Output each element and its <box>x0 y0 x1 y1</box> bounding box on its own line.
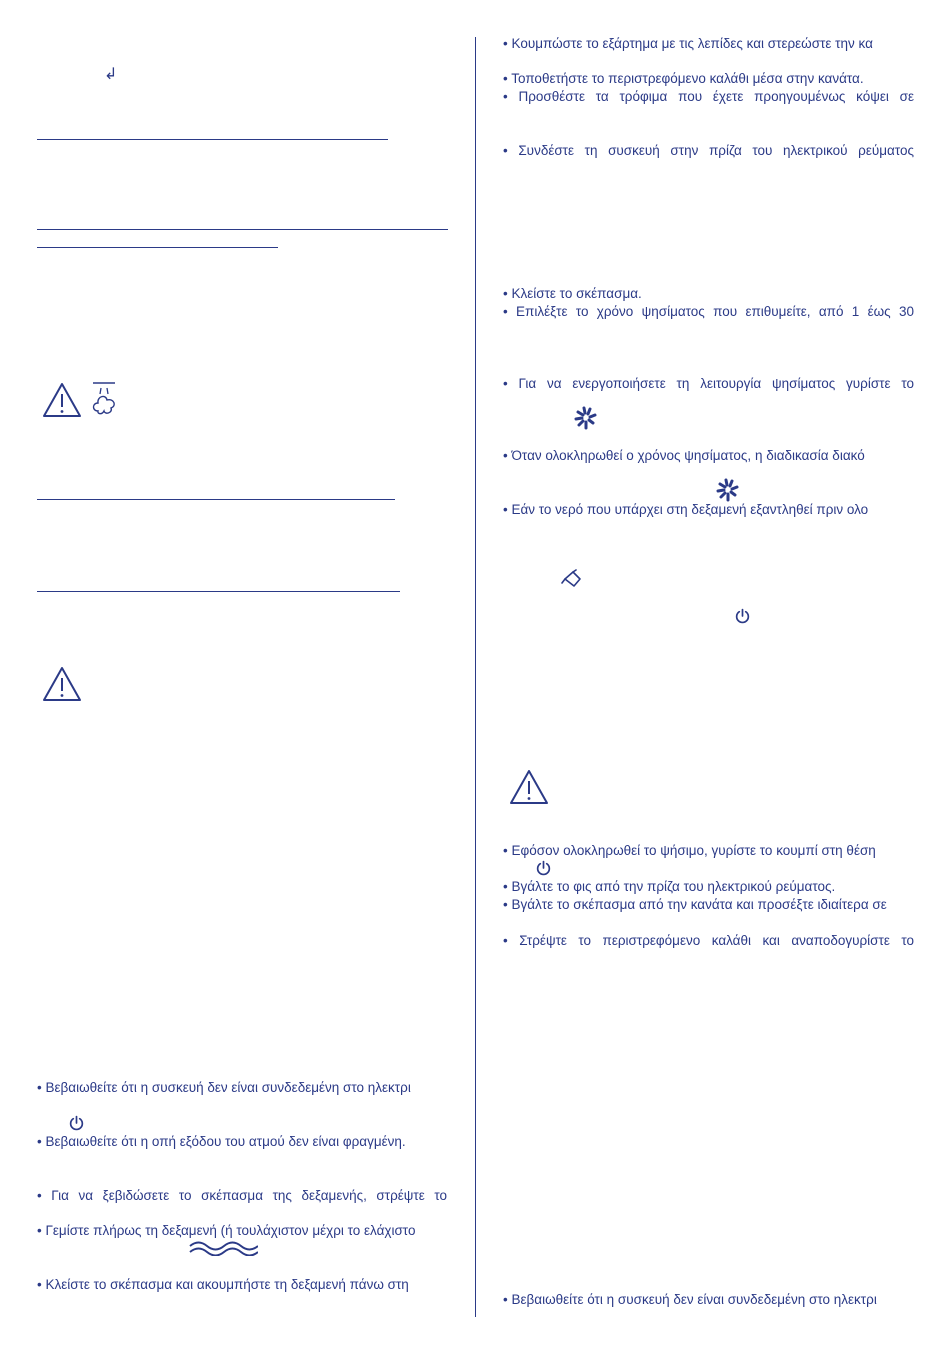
return-glyph: ↲ <box>104 66 118 83</box>
instruction-bullet: • Εφόσον ολοκληρωθεί το ψήσιμο, γυρίστε το κουμπί στη θέση <box>503 843 876 858</box>
instruction-bullet: • Βγάλτε το σκέπασμα από την κανάτα και προσέξτε ιδιαίτερα σε <box>503 897 887 912</box>
warning-icon <box>42 382 82 418</box>
instruction-bullet: • Προσθέστε τα τρόφιμα που έχετε προηγουμένως κόψει σε <box>503 89 914 104</box>
instruction-bullet: • Κλείστε το σκέπασμα. <box>503 286 642 301</box>
instruction-bullet: • Τοποθετήστε το περιστρεφόμενο καλάθι μέσα στην κανάτα. <box>503 71 864 86</box>
instruction-bullet: • Κουμπώστε το εξάρτημα με τις λεπίδες και στερεώστε την κα <box>503 36 873 51</box>
instruction-bullet: • Για να ξεβιδώσετε το σκέπασμα της δεξαμενής, στρέψτε το <box>37 1188 447 1203</box>
instruction-bullet: • Συνδέστε τη συσκευή στην πρίζα του ηλεκτρικού ρεύματος <box>503 143 914 158</box>
column-divider <box>475 37 476 1317</box>
heading-rule <box>37 229 448 230</box>
instruction-bullet: • Βεβαιωθείτε ότι η οπή εξόδου του ατμού δεν είναι φραγμένη. <box>37 1134 406 1149</box>
instruction-bullet: • Βεβαιωθείτε ότι η συσκευή δεν είναι συνδεδεμένη στο ηλεκτρι <box>37 1080 411 1095</box>
heading-rule <box>37 139 388 140</box>
instruction-bullet: • Εάν το νερό που υπάρχει στη δεξαμενή εξαντληθεί πριν ολο <box>503 502 869 517</box>
power-icon <box>68 1115 85 1132</box>
instruction-bullet: • Βγάλτε το φις από την πρίζα του ηλεκτρικού ρεύματος. <box>503 879 836 894</box>
heading-rule <box>37 499 395 500</box>
instruction-bullet: • Γεμίστε πλήρως τη δεξαμενή (ή τουλάχιστον μέχρι το ελάχιστο <box>37 1223 416 1238</box>
steam-icon <box>89 381 119 417</box>
instruction-bullet: • Βεβαιωθείτε ότι η συσκευή δεν είναι συνδεδεμένη στο ηλεκτρι <box>503 1292 877 1307</box>
instruction-bullet: • Στρέψτε το περιστρεφόμενο καλάθι και αναποδογυρίστε το <box>503 933 914 948</box>
water-can-icon <box>561 569 583 589</box>
heading-rule <box>37 591 400 592</box>
water-wave-icon <box>188 1240 258 1256</box>
steam-burst-icon <box>716 478 740 502</box>
instruction-bullet: • Επιλέξτε το χρόνο ψησίματος που επιθυμείτε, από 1 έως 30 <box>503 304 914 319</box>
steam-burst-icon <box>574 406 598 430</box>
instruction-bullet: • Όταν ολοκληρωθεί ο χρόνος ψησίματος, η διαδικασία διακό <box>503 448 865 463</box>
heading-rule <box>37 247 278 248</box>
warning-icon <box>42 666 82 702</box>
instruction-bullet: • Για να ενεργοποιήσετε τη λειτουργία ψησίματος γυρίστε το <box>503 376 914 391</box>
instruction-bullet: • Κλείστε το σκέπασμα και ακουμπήστε τη δεξαμενή πάνω στη <box>37 1277 409 1292</box>
warning-icon <box>509 769 549 805</box>
power-icon <box>535 860 552 877</box>
power-icon <box>734 608 751 625</box>
